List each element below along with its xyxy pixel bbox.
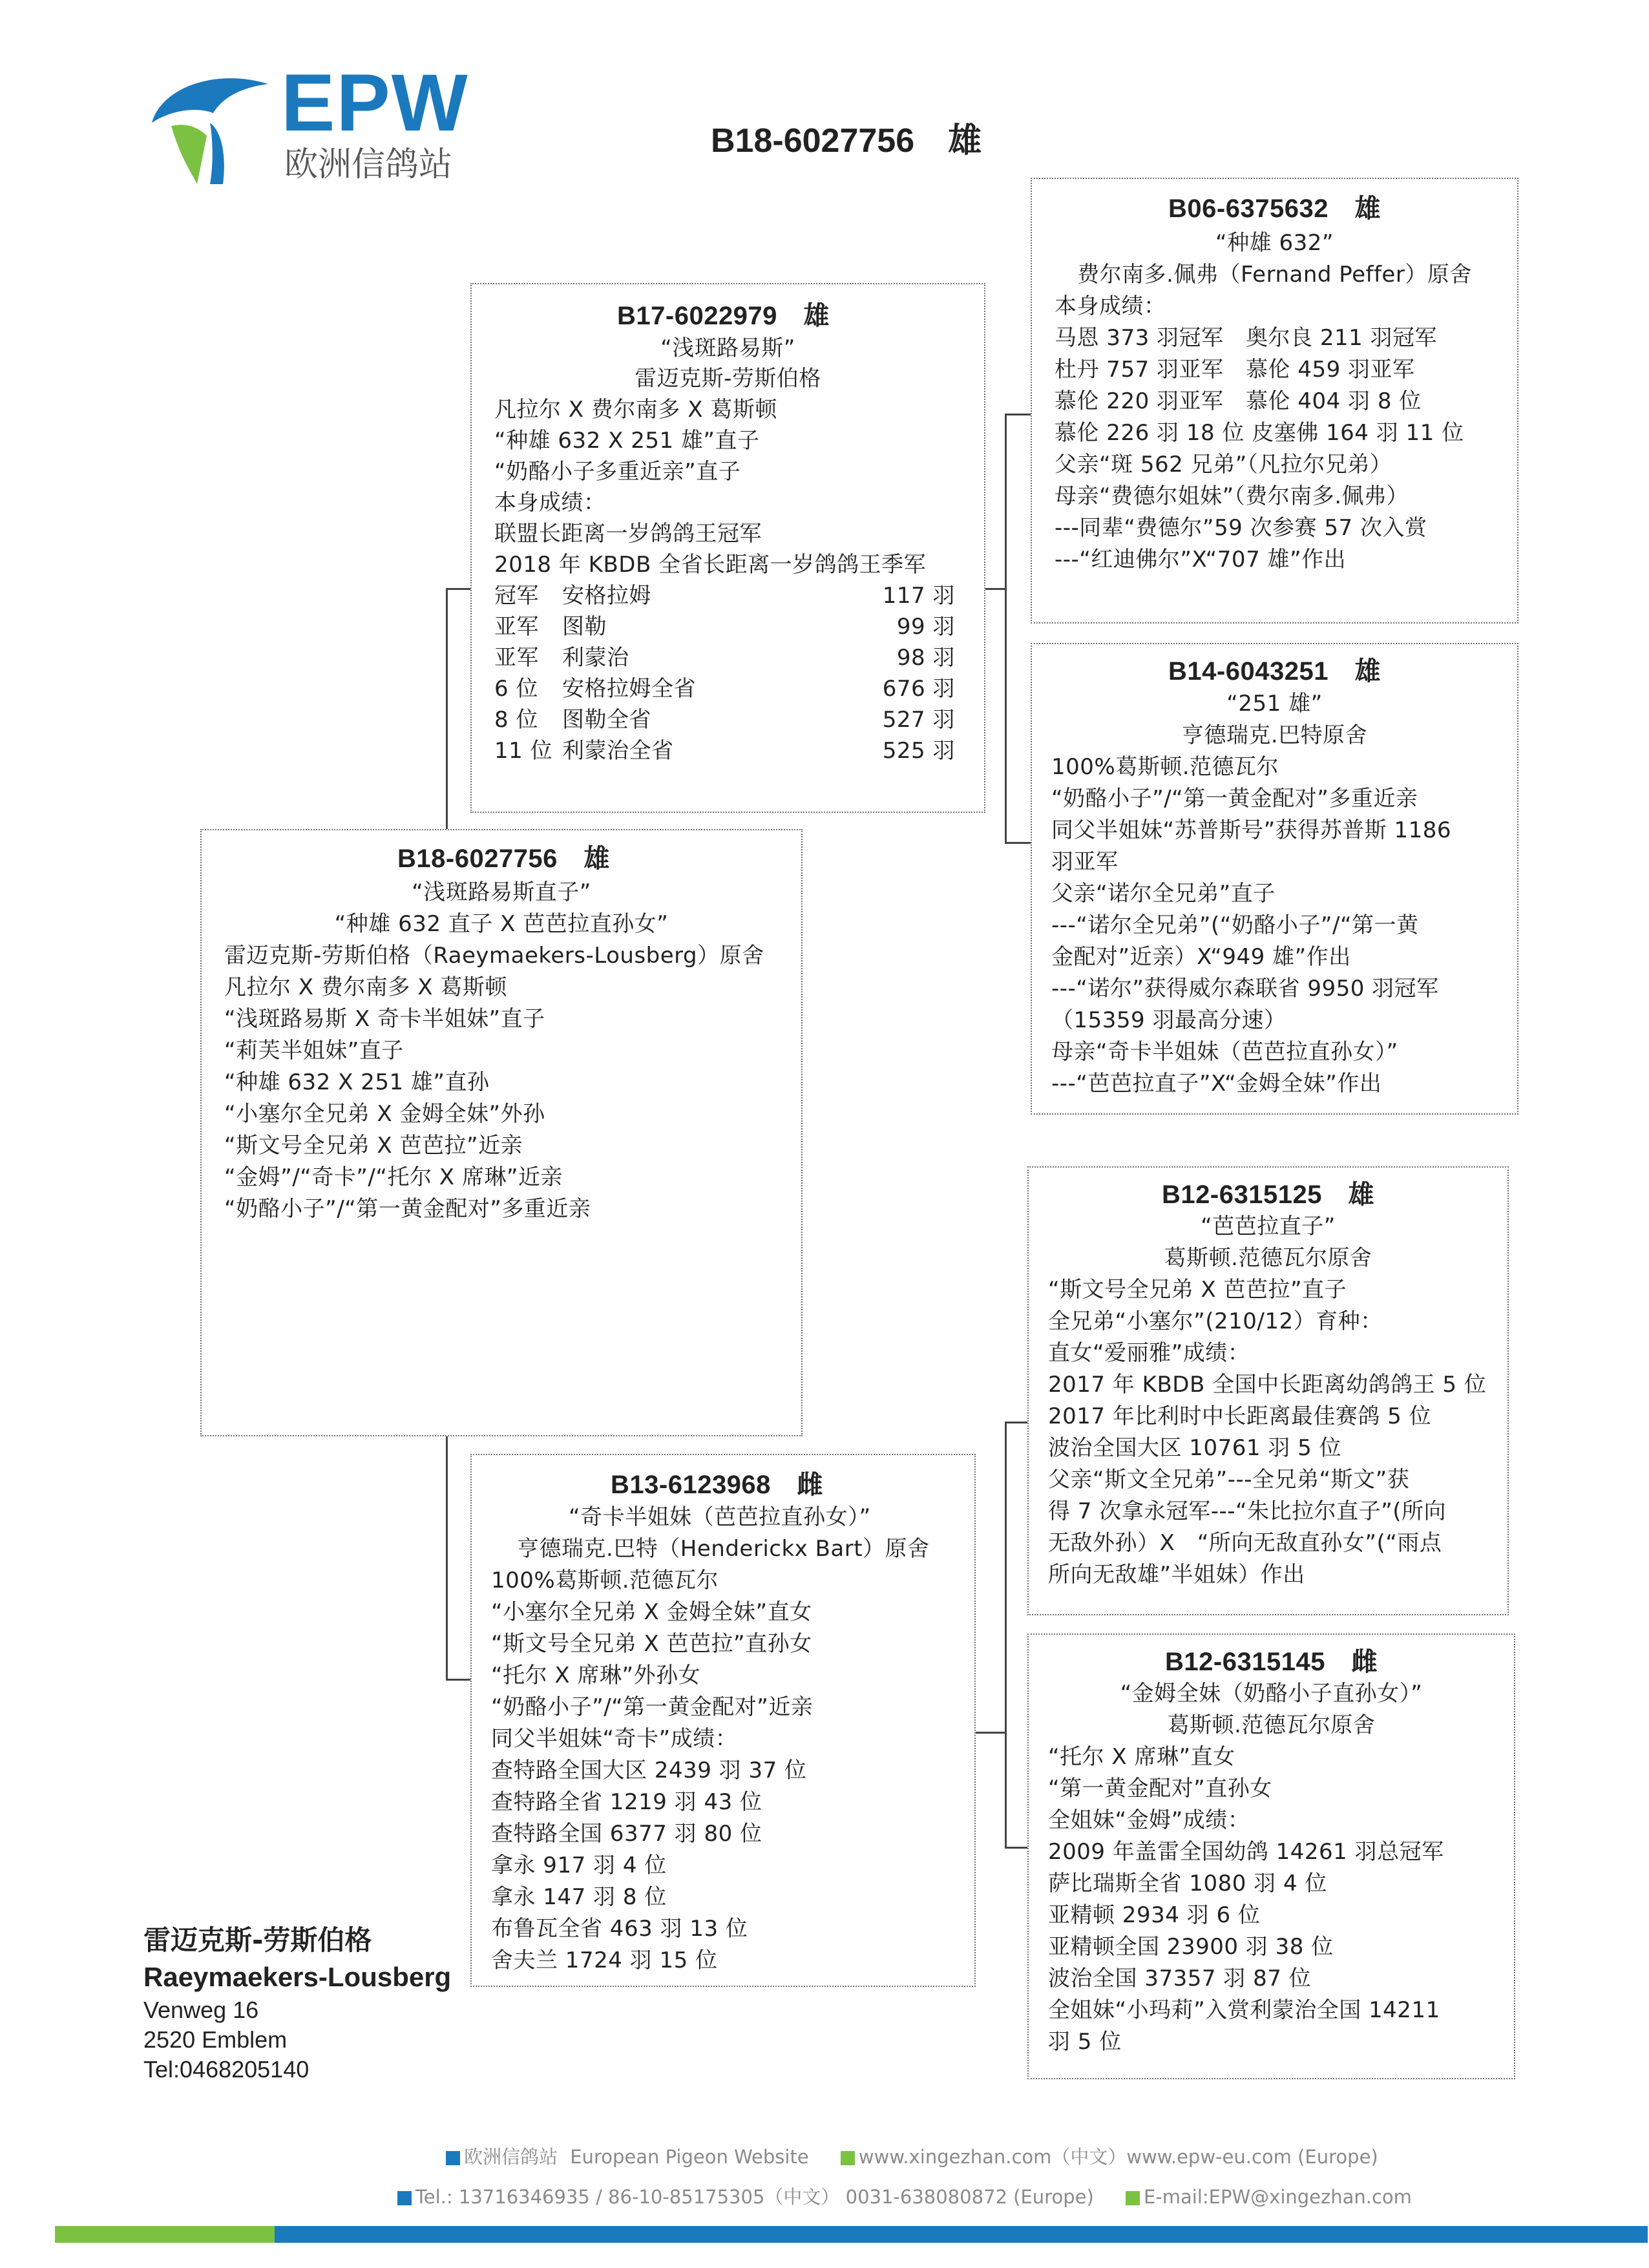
card-line: “小塞尔全兄弟 X 金姆全妹”直女 (491, 1599, 812, 1625)
card-line: “托尔 X 席琳”外孙女 (491, 1663, 701, 1688)
pigeon-wing-icon (145, 61, 275, 191)
card-line: 慕伦 226 羽 18 位 皮塞佛 164 羽 11 位 (1055, 420, 1464, 446)
footer-line-2 (397, 2183, 1412, 2209)
pigeon-name: “浅斑路易斯” (660, 335, 795, 361)
card-line: 布鲁瓦全省 463 羽 13 位 (491, 1916, 748, 1942)
card-line: 波治全国 37357 羽 87 位 (1048, 1966, 1312, 1991)
connector (446, 588, 448, 834)
card-line: 波治全国大区 10761 羽 5 位 (1048, 1435, 1342, 1461)
footer-line-1 (446, 2143, 1378, 2169)
card-line: 杜丹 757 羽亚军 慕伦 459 羽亚军 (1055, 357, 1415, 383)
result-race: 安格拉姆 (562, 583, 651, 609)
connector (446, 1679, 470, 1681)
connector (1005, 414, 1031, 415)
card-line: 全姐妹“金姆”成绩： (1048, 1807, 1250, 1833)
card-line: 慕伦 220 羽亚军 慕伦 404 羽 8 位 (1055, 388, 1422, 414)
card-line: “莉芙半姐妹”直子 (224, 1038, 404, 1064)
pedigree-card-sire-sire (1031, 178, 1518, 624)
card-line: “奶酪小子”/“第一黄金配对”多重近亲 (1051, 786, 1418, 812)
ring-number: B14-6043251 雄 (1168, 657, 1381, 686)
result-birds: 525 羽 (882, 738, 955, 764)
card-line: 拿永 917 羽 4 位 (491, 1853, 667, 1878)
card-line: 全兄弟“小塞尔”(210/12）育种： (1048, 1308, 1383, 1334)
card-line: ---“诺尔”获得威尔森联省 9950 羽冠军 (1051, 976, 1439, 1002)
card-line: “斯文号全兄弟 X 芭芭拉”直子 (1048, 1277, 1347, 1303)
footer-site-name-en: European Pigeon Website (570, 2146, 809, 2168)
connector (446, 588, 470, 590)
result-place: 8 位 (494, 707, 538, 733)
card-line: “奶酪小子多重近亲”直子 (494, 459, 741, 485)
connector (1005, 1847, 1031, 1849)
card-line: 2017 年比利时中长距离最佳赛鸽 5 位 (1048, 1403, 1432, 1429)
card-line: 父亲“斯文全兄弟”---全兄弟“斯文”获 (1048, 1467, 1410, 1493)
page-title: B18-6027756 雄 (711, 122, 982, 160)
result-place: 11 位 (494, 738, 553, 764)
ring-number: B18-6027756 雄 (397, 845, 610, 873)
origin-loft: 费尔南多.佩弗（Fernand Peffer）原舍 (1077, 262, 1472, 288)
card-line: 2018 年 KBDB 全省长距离一岁鸽鸽王季军 (494, 552, 927, 578)
breeder-name-en: Raeymaekers-Lousberg (143, 1962, 452, 1992)
origin-loft: 亨德瑞克.巴特原舍 (1181, 722, 1368, 748)
card-line: ---“芭芭拉直子”X“金姆全妹”作出 (1051, 1071, 1382, 1097)
ring-number: B13-6123968 雌 (611, 1471, 823, 1499)
footer-bar-blue (275, 2226, 1648, 2243)
pedigree-card-dam-sire (1027, 1166, 1509, 1615)
origin-loft: 葛斯顿.范德瓦尔原舍 (1167, 1712, 1376, 1738)
footer-bar-green (55, 2226, 275, 2243)
connector (1005, 414, 1007, 843)
result-race: 图勒全省 (562, 707, 651, 733)
result-birds: 676 羽 (882, 676, 955, 702)
card-line: 萨比瑞斯全省 1080 羽 4 位 (1048, 1871, 1327, 1896)
pigeon-name: “金姆全妹（奶酪小子直孙女）” (1120, 1681, 1423, 1706)
card-line: 2017 年 KBDB 全国中长距离幼鸽鸽王 5 位 (1048, 1372, 1487, 1398)
card-line: 拿永 147 羽 8 位 (491, 1884, 667, 1910)
card-line: ---“诺尔全兄弟”(“奶酪小子”/“第一黄 (1051, 912, 1419, 938)
logo-mark: EPW (281, 58, 469, 148)
origin-loft: 亨德瑞克.巴特（Henderickx Bart）原舍 (517, 1536, 930, 1562)
result-race: 安格拉姆全省 (562, 676, 696, 702)
result-place: 亚军 (494, 645, 539, 671)
result-place: 6 位 (494, 676, 538, 702)
breeder-name: 雷迈克斯-劳斯伯格 (635, 366, 821, 392)
card-line: 2009 年盖雷全国幼鸽 14261 羽总冠军 (1048, 1839, 1444, 1865)
card-line: 父亲“斑 562 兄弟”（凡拉尔兄弟） (1055, 452, 1392, 478)
card-line: “小塞尔全兄弟 X 金姆全妹”外孙 (224, 1101, 545, 1127)
pigeon-name: “种雄 632” (1215, 230, 1334, 256)
ring-number: B12-6315125 雄 (1162, 1181, 1374, 1209)
card-line: “第一黄金配对”直孙女 (1048, 1776, 1272, 1801)
card-line: 本身成绩： (494, 490, 606, 516)
ring-number: B12-6315145 雌 (1165, 1648, 1378, 1676)
blue-square-icon (397, 2191, 412, 2205)
footer-email-link[interactable]: E-mail:EPW@xingezhan.com (1143, 2186, 1412, 2208)
epw-logo (145, 58, 469, 191)
card-line: 全姐妹“小玛莉”入赏利蒙治全国 14211 (1048, 1997, 1440, 2023)
origin-loft: 葛斯顿.范德瓦尔原舍 (1164, 1245, 1372, 1271)
pedigree-card-subject (200, 829, 803, 1436)
card-line: 查特路全省 1219 羽 43 位 (491, 1789, 762, 1815)
card-line: “奶酪小子”/“第一黄金配对”近亲 (491, 1694, 814, 1720)
card-line: “种雄 632 X 251 雄”直孙 (224, 1069, 490, 1095)
card-line: ---“红迪佛尔”X“707 雄”作出 (1055, 547, 1347, 572)
pigeon-name: “浅斑路易斯直子” (412, 879, 591, 905)
card-line: 同父半姐妹“奇卡”成绩： (491, 1726, 738, 1752)
card-line: “斯文号全兄弟 X 芭芭拉”直孙女 (491, 1631, 812, 1657)
result-place: 冠军 (494, 583, 539, 609)
card-line: 直女“爱丽雅”成绩： (1048, 1340, 1250, 1366)
card-line: “奶酪小子”/“第一黄金配对”多重近亲 (224, 1196, 591, 1222)
logo-subtitle: 欧洲信鸽站 (284, 145, 453, 184)
card-line: 100%葛斯顿.范德瓦尔 (491, 1568, 719, 1593)
connector (976, 1732, 1006, 1734)
result-race: 图勒 (562, 614, 607, 640)
footer-phone: Tel.: 13716346935 / 86-10-85175305（中文） 0031-638080872 (Europe) (415, 2186, 1094, 2208)
breeder-name-cn: 雷迈克斯-劳斯伯格 (143, 1924, 372, 1956)
connector (985, 588, 1006, 590)
pedigree-card-sire (470, 283, 985, 813)
breeder-phone: Tel:0468205140 (143, 2056, 310, 2083)
card-line: 舍夫兰 1724 羽 15 位 (491, 1948, 718, 1973)
footer-web-link[interactable]: www.xingezhan.com（中文）www.epw-eu.com (Europe) (858, 2146, 1378, 2168)
result-birds: 98 羽 (896, 645, 955, 671)
card-line: 100%葛斯顿.范德瓦尔 (1051, 754, 1279, 780)
pigeon-name: “奇卡半姐妹（芭芭拉直孙女）” (569, 1504, 871, 1530)
origin-loft: 雷迈克斯-劳斯伯格（Raeymaekers-Lousberg）原舍 (224, 943, 764, 969)
card-line: 亚精顿全国 23900 羽 38 位 (1048, 1934, 1334, 1960)
ring-number: B06-6375632 雄 (1168, 194, 1381, 223)
breeder-city: 2520 Emblem (143, 2026, 288, 2053)
card-line: 联盟长距离一岁鸽鸽王冠军 (494, 521, 762, 547)
pedigree-card-sire-dam (1031, 643, 1518, 1115)
card-line: 得 7 次拿永冠军---“朱比拉尔直子”(所向 (1048, 1498, 1447, 1524)
card-line: 亚精顿 2934 羽 6 位 (1048, 1902, 1261, 1928)
connector (1005, 1422, 1031, 1423)
card-line: “斯文号全兄弟 X 芭芭拉”近亲 (224, 1133, 523, 1159)
card-line: 凡拉尔 X 费尔南多 X 葛斯顿 (224, 974, 507, 1000)
connector (446, 1434, 448, 1680)
card-line: “金姆”/“奇卡”/“托尔 X 席琳”近亲 (224, 1164, 563, 1190)
pedigree-card-dam (470, 1454, 976, 1987)
ring-number: B17-6022979 雄 (617, 302, 830, 330)
card-line: 金配对”近亲）X“949 雄”作出 (1051, 944, 1351, 970)
card-line: 凡拉尔 X 费尔南多 X 葛斯顿 (494, 397, 777, 423)
card-line: 羽 5 位 (1048, 2029, 1122, 2055)
blue-square-icon (446, 2151, 460, 2165)
card-line: 本身成绩： (1055, 293, 1166, 319)
pedigree-card-dam-dam (1027, 1633, 1515, 2079)
result-birds: 99 羽 (896, 614, 955, 640)
pigeon-name: “芭芭拉直子” (1201, 1213, 1336, 1239)
connector (1005, 1422, 1007, 1848)
card-line: 所向无敌雄”半姐妹）作出 (1048, 1562, 1305, 1588)
result-birds: 527 羽 (882, 707, 955, 733)
breeder-street: Venweg 16 (143, 1997, 259, 2023)
card-line: ---同辈“费德尔”59 次参赛 57 次入赏 (1055, 515, 1427, 541)
green-square-icon (841, 2151, 855, 2165)
result-birds: 117 羽 (882, 583, 955, 609)
card-line: “托尔 X 席琳”直女 (1048, 1744, 1235, 1770)
card-line: 羽亚军 (1051, 849, 1119, 875)
card-line: 无敌外孙）X “所向无敌直孙女”(“雨点 (1048, 1530, 1442, 1556)
green-square-icon (1126, 2191, 1140, 2205)
card-line: 母亲“奇卡半姐妹（芭芭拉直孙女）” (1051, 1039, 1398, 1065)
pigeon-parentage: “种雄 632 直子 X 芭芭拉直孙女” (334, 911, 669, 937)
card-line: “种雄 632 X 251 雄”直子 (494, 428, 760, 454)
card-line: 父亲“诺尔全兄弟”直子 (1051, 881, 1276, 907)
card-line: 查特路全国 6377 羽 80 位 (491, 1821, 762, 1847)
result-race: 利蒙治 (562, 645, 629, 671)
card-line: 查特路全国大区 2439 羽 37 位 (491, 1758, 807, 1783)
connector (1005, 842, 1031, 844)
card-line: （15359 羽最高分速） (1051, 1007, 1287, 1033)
pigeon-name: “251 雄” (1226, 691, 1323, 717)
result-place: 亚军 (494, 614, 539, 640)
card-line: “浅斑路易斯 X 奇卡半姐妹”直子 (224, 1006, 545, 1032)
result-race: 利蒙治全省 (562, 738, 674, 764)
card-line: 同父半姐妹“苏普斯号”获得苏普斯 1186 (1051, 817, 1452, 843)
card-line: 母亲“费德尔姐妹”（费尔南多.佩弗） (1055, 483, 1409, 509)
footer-site-name: 欧洲信鸽站 (464, 2146, 558, 2168)
card-line: 马恩 373 羽冠军 奥尔良 211 羽冠军 (1055, 325, 1438, 351)
